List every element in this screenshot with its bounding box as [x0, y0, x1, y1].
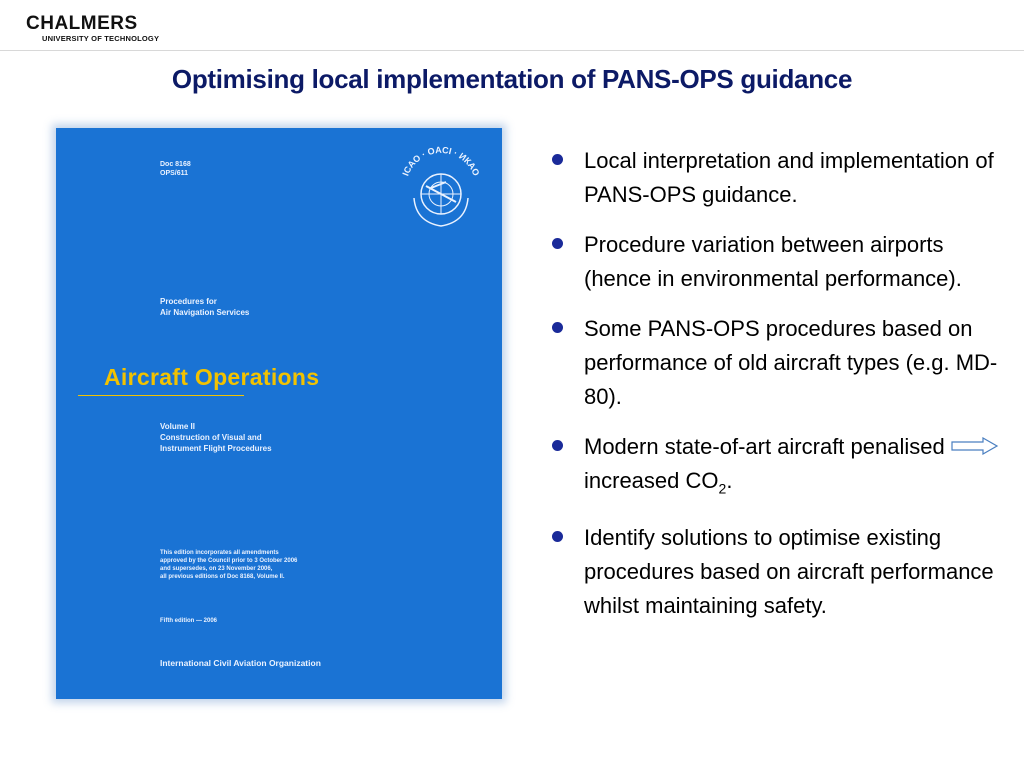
bullet-text-end: . — [726, 468, 733, 493]
slide-title: Optimising local implementation of PANS-OPS guidance — [171, 64, 853, 94]
cover-note-line2: approved by the Council prior to 3 October 2006 — [160, 558, 298, 564]
bullet-text: Identify solutions to optimise existing procedures based on aircraft performance whilst maintaining safety. — [584, 525, 994, 619]
cover-organization: International Civil Aviation Organization — [160, 658, 321, 668]
icao-emblem-icon — [386, 136, 496, 236]
cover-note-line4: all previous editions of Doc 8168, Volume II. — [160, 574, 285, 580]
cover-volume-line1: Volume II — [160, 422, 195, 431]
bullet-item — [548, 228, 1008, 296]
chalmers-logo — [26, 14, 159, 44]
cover-note-line3: and supersedes, on 23 November 2006, — [160, 566, 273, 572]
emblem-text: ICAO · OACI · ИКАО — [400, 144, 482, 178]
cover-procedures-line2: Air Navigation Services — [160, 308, 250, 317]
bullet-item — [548, 144, 1008, 212]
bullet-item — [548, 521, 1008, 623]
cover-main-title: Aircraft Operations — [104, 364, 320, 390]
bullet-item — [548, 312, 1008, 414]
bullet-text: Procedure variation between airports (hence in environmental performance). — [584, 232, 962, 291]
cover-note-line1: This edition incorporates all amendments — [160, 550, 279, 556]
logo-name: CHALMERS — [26, 13, 138, 34]
bullet-text: Local interpretation and implementation of PANS-OPS guidance. — [584, 148, 994, 207]
bullet-text-co2: increased CO — [584, 468, 719, 493]
cover-doc-number — [160, 160, 191, 178]
svg-text:ICAO · OACI · ИКАО — [400, 145, 481, 178]
bullet-item — [548, 430, 1008, 505]
cover-procedures — [160, 296, 249, 318]
cover-title-underline — [78, 395, 244, 396]
cover-doc-number-line1: Doc 8168 — [160, 161, 191, 168]
header-divider — [0, 50, 1024, 51]
bullet-list — [548, 144, 1008, 639]
bullet-text: Some PANS-OPS procedures based on performance of old aircraft types (e.g. MD-80). — [584, 316, 998, 409]
bullet-text: Modern state-of-art aircraft penalised — [584, 434, 945, 459]
cover-volume-line2: Construction of Visual and — [160, 433, 262, 442]
cover-edition: Fifth edition — 2006 — [160, 618, 218, 624]
cover-procedures-line1: Procedures for — [160, 297, 217, 306]
cover-volume-line3: Instrument Flight Procedures — [160, 444, 272, 453]
cover-doc-number-line2: OPS/611 — [160, 170, 189, 177]
logo-subtitle: UNIVERSITY OF TECHNOLOGY — [42, 34, 160, 43]
cover-volume — [160, 421, 272, 454]
cover-edition-note — [160, 549, 297, 581]
right-arrow-icon — [951, 437, 999, 455]
co2-subscript: 2 — [718, 480, 727, 497]
document-cover-image — [56, 128, 502, 699]
